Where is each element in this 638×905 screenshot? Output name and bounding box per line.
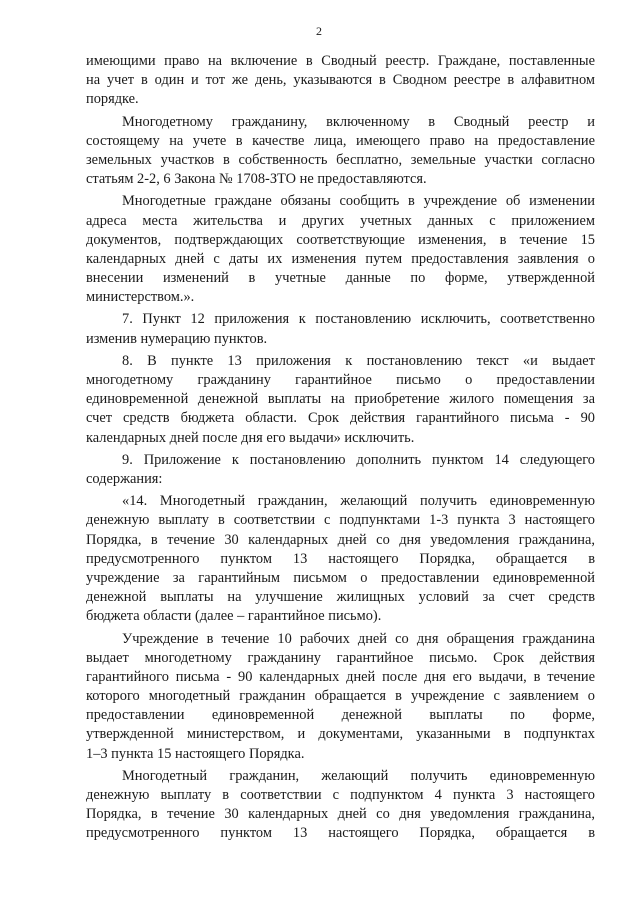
text-line: денежную выплату в соответствии с подпунктом 4 пункта 3 настоящего [86, 787, 595, 804]
text-line: предусмотренного пунктом 13 настоящего Порядка, обращается в [86, 550, 595, 567]
text-line: адреса места жительства и других учетных данных с приложением [86, 212, 595, 229]
text-line: «14. Многодетный гражданин, желающий получить единовременную [122, 493, 595, 510]
paragraph-p2 [86, 113, 595, 190]
text-line: порядке. [86, 91, 139, 108]
paragraph-p9 [86, 767, 595, 844]
document-body [86, 52, 595, 847]
text-line: на учет в один и тот же день, указываются в Сводном реестре в алфавитном [86, 72, 595, 89]
paragraph-p5 [86, 352, 595, 448]
text-line: предусмотренного пунктом 13 настоящего Порядка, обращается в [86, 825, 595, 842]
text-line: бюджета области (далее – гарантийное письмо). [86, 608, 382, 625]
text-line: календарных дней с даты их изменения путем предоставления заявления о [86, 250, 595, 267]
text-line: 9. Приложение к постановлению дополнить пунктом 14 следующего [122, 451, 595, 468]
paragraph-p8 [86, 630, 595, 764]
text-line: Учреждение в течение 10 рабочих дней со дня обращения гражданина [122, 630, 595, 647]
text-line: земельных участков в собственность бесплатно, земельные участки согласно [86, 151, 595, 168]
text-line: внесении изменений в учетные данные по форме, утвержденной [86, 270, 595, 287]
text-line: счет средств бюджета области. Срок действия гарантийного письма - 90 [86, 410, 595, 427]
paragraph-p3 [86, 192, 595, 307]
text-line: состоящему на учете в качестве лица, имеющего право на предоставление [86, 132, 595, 149]
text-line: учреждение за гарантийным письмом о предоставлении единовременной [86, 569, 595, 586]
text-line: содержания: [86, 471, 163, 488]
text-line: денежной выплаты на улучшение жилищных условий за счет средств [86, 589, 595, 606]
text-line: Многодетному гражданину, включенному в Сводный реестр и [122, 113, 595, 130]
paragraph-p4 [86, 310, 595, 348]
text-line: статьям 2-2, 6 Закона № 1708-ЗТО не предоставляются. [86, 171, 427, 188]
paragraph-p1 [86, 52, 595, 110]
paragraph-p6 [86, 451, 595, 489]
text-line: утвержденной министерством, и документами, указанными в подпунктах [86, 726, 595, 743]
text-line: 7. Пункт 12 приложения к постановлению исключить, соответственно [122, 311, 595, 328]
text-line: Многодетные граждане обязаны сообщить в учреждение об изменении [122, 193, 595, 210]
paragraph-p7 [86, 492, 595, 626]
text-line: Порядка, в течение 30 календарных дней со дня уведомления гражданина, [86, 806, 595, 823]
text-line: документов, подтверждающих соответствующие изменения, в течение 15 [86, 231, 595, 248]
text-line: предоставлении единовременной денежной выплаты по форме, [86, 707, 595, 724]
text-line: имеющими право на включение в Сводный реестр. Граждане, поставленные [86, 53, 595, 69]
text-line: выдает многодетному гражданину гарантийное письмо. Срок действия [86, 649, 595, 666]
text-line: многодетному гражданину гарантийное письмо о предоставлении [86, 372, 595, 389]
page-number: 2 [316, 24, 322, 38]
text-line: министерством.». [86, 289, 195, 306]
text-line: изменив нумерацию пунктов. [86, 330, 268, 347]
text-line: которого многодетный гражданин обращается в учреждение с заявлением о [86, 688, 595, 705]
text-line: 8. В пункте 13 приложения к постановлению текст «и выдает [122, 352, 595, 369]
text-line: календарных дней после дня его выдачи» исключить. [86, 429, 415, 446]
text-line: Порядка, в течение 30 календарных дней со дня уведомления гражданина, [86, 531, 595, 548]
text-line: денежную выплату в соответствии с подпунктами 1-3 пункта 3 настоящего [86, 512, 595, 529]
text-line: гарантийного письма - 90 календарных дней после дня его выдачи, в течение [86, 668, 595, 685]
text-line: Многодетный гражданин, желающий получить единовременную [122, 767, 595, 784]
text-line: 1–3 пункта 15 настоящего Порядка. [86, 745, 305, 762]
text-line: единовременной денежной выплаты на приобретение жилого помещения за [86, 391, 595, 408]
